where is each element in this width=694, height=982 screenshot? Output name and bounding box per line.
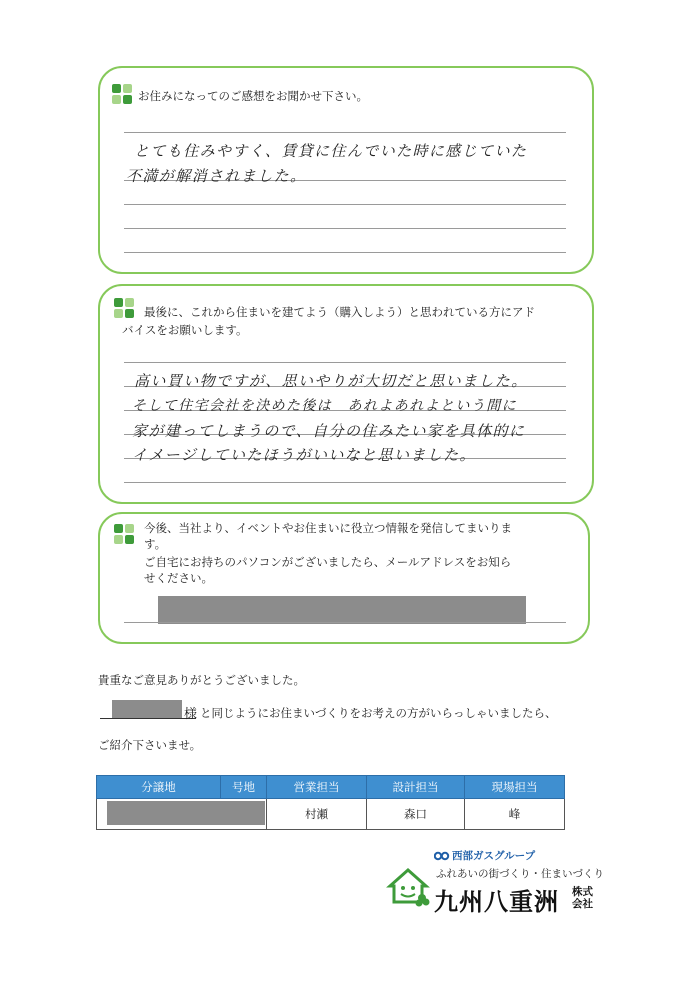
answer-line (124, 204, 566, 205)
redacted-email (158, 596, 526, 624)
redacted-customer-name (112, 700, 182, 718)
email-box (98, 512, 590, 644)
handwritten-answer-line: イメージしていたほうがいいなと思いました。 (132, 446, 476, 464)
advice-box (98, 284, 594, 504)
name-underline (100, 718, 196, 719)
email-prompt-line: せください。 (144, 571, 213, 585)
email-prompt-line: ご自宅にお持ちのパソコンがございましたら、メールアドレスをお知ら (144, 555, 512, 569)
clover-icon (112, 84, 134, 106)
referral-text: と同じようにお住まいづくりをお考えの方がいらっしゃいましたら、 (200, 706, 557, 720)
answer-line (124, 132, 566, 133)
advice-prompt-line: 最後に、これから住まいを建てよう（購入しよう）と思われている方にアド (144, 305, 535, 319)
column-header: 営業担当 (267, 776, 367, 799)
company-logo (386, 846, 606, 916)
thanks-text: 貴重なご意見ありがとうございました。 (98, 673, 305, 687)
group-mark-icon (434, 850, 450, 862)
email-prompt-line: す。 (144, 537, 167, 551)
answer-line (124, 362, 566, 363)
column-header: 号地 (221, 776, 267, 799)
company-name: 九州八重洲 (434, 888, 559, 916)
handwritten-answer-line: とても住みやすく、賃貸に住んでいた時に感じていた (134, 142, 528, 160)
handwritten-answer-line: 家が建ってしまうので、自分の住みたい家を具体的に (132, 422, 526, 440)
company-suffix-top: 株式 (572, 886, 593, 898)
site-rep-cell: 峰 (465, 799, 565, 830)
house-clover-icon (386, 864, 430, 908)
company-suffix-bottom: 会社 (572, 898, 593, 910)
clover-icon (114, 298, 136, 320)
column-header: 設計担当 (367, 776, 465, 799)
column-header: 分譲地 (97, 776, 221, 799)
company-tagline: ふれあいの街づくり・住まいづくり (436, 868, 604, 880)
answer-line (124, 252, 566, 253)
honorific: 様 (184, 707, 198, 722)
impressions-prompt: お住みになってのご感想をお聞かせ下さい。 (138, 89, 368, 103)
handwritten-answer-line: 高い買い物ですが、思いやりが大切だと思いました。 (134, 372, 528, 390)
email-prompt-line: 今後、当社より、イベントやお住まいに役立つ情報を発信してまいりま (144, 521, 512, 535)
answer-line (124, 482, 566, 483)
referral-closing: ご紹介下さいませ。 (98, 738, 202, 752)
design-rep-cell: 森口 (367, 799, 465, 830)
impressions-box (98, 66, 594, 274)
group-name: 西部ガスグループ (452, 850, 536, 862)
column-header: 現場担当 (465, 776, 565, 799)
answer-line (124, 622, 566, 623)
handwritten-answer-line: そして住宅会社を決めた後は あれよあれよという間に (132, 398, 517, 414)
staff-table (96, 775, 565, 830)
handwritten-answer-line: 不満が解消されました。 (126, 167, 307, 185)
clover-icon (114, 524, 136, 546)
redacted-lot (107, 801, 265, 825)
sales-rep-cell: 村瀬 (267, 799, 367, 830)
lot-cell (97, 799, 267, 830)
answer-line (124, 228, 566, 229)
advice-prompt-line: バイスをお願いします。 (122, 323, 248, 337)
